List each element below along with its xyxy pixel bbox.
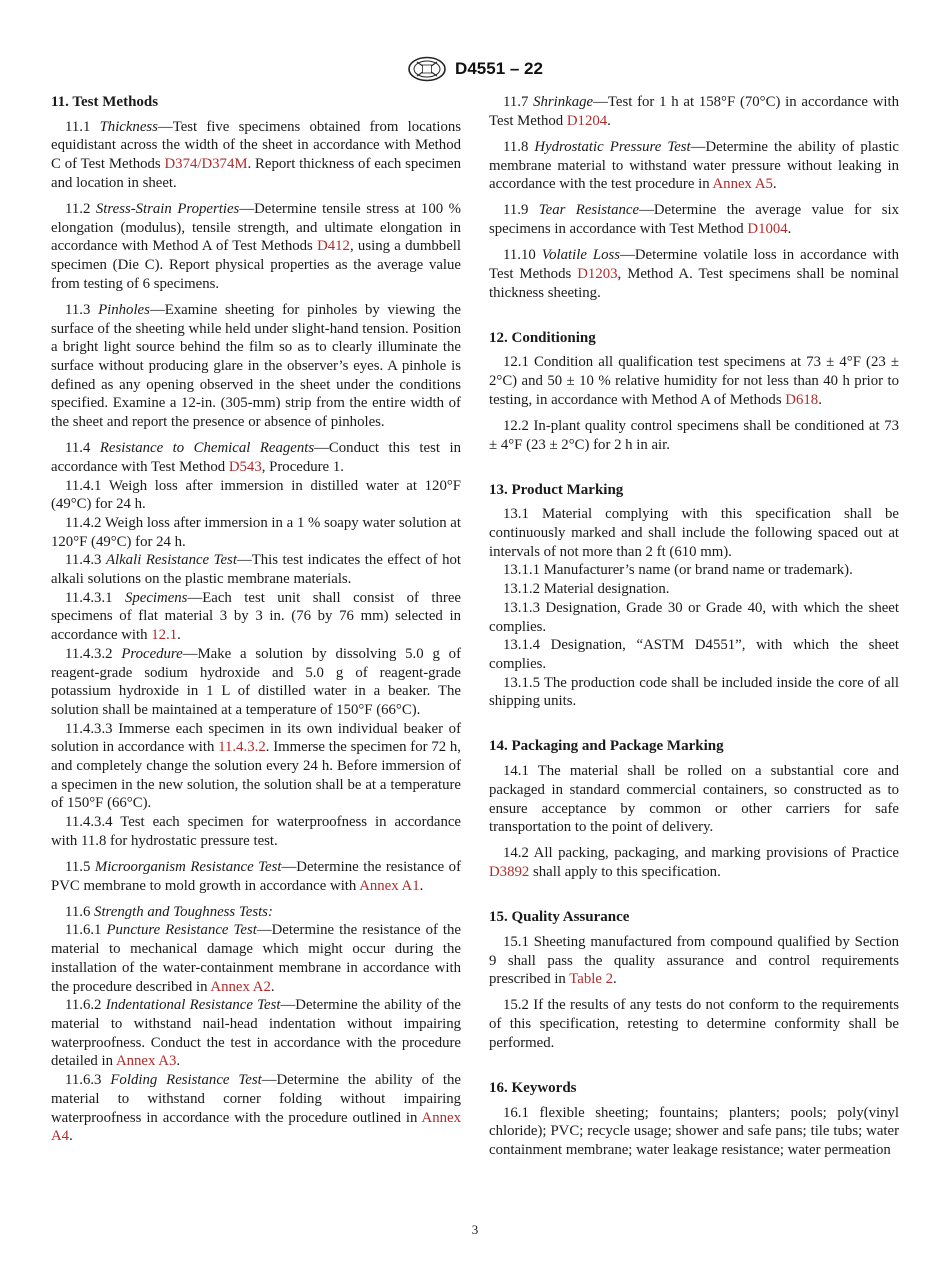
reference-link-d412[interactable]: D412: [317, 238, 350, 255]
reference-link-d618[interactable]: D618: [785, 391, 819, 408]
reference-link-d543[interactable]: D543: [228, 458, 262, 475]
section-heading-quality-assurance: 15. Quality Assurance: [489, 909, 630, 926]
paragraph-11-2: 11.2 Stress-Strain Properties—Determine tensile stress at 100 % elongation (modulus), tensile strength, and ultimate elongation in accordance with Method A of Test Methods D412, using a dumbbell specimen (Die C). Report physical properties as the average value from testing of 6 specimens.: [51, 200, 462, 292]
paragraph-13-1-4: 13.1.4 Designation, “ASTM D4551”, with which the sheet complies.: [489, 637, 899, 672]
reference-link-12-1[interactable]: 12.1: [151, 627, 178, 644]
reference-link-d3892[interactable]: D3892: [489, 864, 530, 881]
paragraph-11-10: 11.10 Volatile Loss—Determine volatile loss in accordance with Test Methods D1203, Method A. Test specimens shall be nominal thickness sheeting.: [489, 247, 899, 301]
paragraph-11-6-3: 11.6.3 Folding Resistance Test—Determine the ability of the material to withstand corner folding without impairing waterproofness in accordance with the procedure outlined in Annex A4.: [51, 1072, 461, 1145]
astm-logo-icon: [407, 56, 447, 82]
paragraph-13-1-2: 13.1.2 Material designation.: [503, 581, 670, 598]
page-header: [0, 56, 950, 86]
section-heading-test-methods: 11. Test Methods: [51, 94, 159, 110]
document-designation: D4551 – 22: [455, 59, 543, 78]
paragraph-13-1-5: 13.1.5 The production code shall be included inside the core of all shipping units.: [489, 674, 899, 710]
paragraph-11-4-2: 11.4.2 Weigh loss after immersion in a 1 % soapy water solution at 120°F (49°C) for 24 h.: [51, 514, 461, 550]
paragraph-13-1-1: 13.1.1 Manufacturer’s name (or brand name or trademark).: [503, 562, 853, 579]
paragraph-11-4: 11.4 Resistance to Chemical Reagents—Conduct this test in accordance with Test Method D543, Procedure 1.: [51, 440, 461, 475]
paragraph-11-6-1: 11.6.1 Puncture Resistance Test—Determine the resistance of the material to mechanical damage which might occur during the installation of the water-containment membrane in accordance with the procedure described in Annex A2.: [51, 922, 461, 995]
paragraph-12-1: 12.1 Condition all qualification test specimens at 73 ± 4°F (23 ± 2°C) and 50 ± 10 % relative humidity for not less than 40 h prior to testing, in accordance with Method A of Methods D618.: [489, 354, 899, 408]
paragraph-11-8: 11.8 Hydrostatic Pressure Test—Determine the ability of plastic membrane material to withstand water pressure without leaking in accordance with the test procedure in Annex A5.: [489, 138, 899, 193]
reference-link-table-2[interactable]: Table 2: [569, 971, 614, 988]
paragraph-15-1: 15.1 Sheeting manufactured from compound qualified by Section 9 shall pass the quality assurance and control requirements prescribed in Table 2.: [489, 933, 899, 988]
paragraph-14-2: 14.2 All packing, packaging, and marking provisions of Practice D3892 shall apply to this specification.: [489, 845, 899, 881]
paragraph-11-7: 11.7 Shrinkage—Test for 1 h at 158°F (70°C) in accordance with Test Method D1204.: [489, 94, 900, 129]
paragraph-11-4-3-1: 11.4.3.1 Specimens—Each test unit shall consist of three specimens of flat material 3 by 3 in. (76 by 76 mm) selected in accordance with 12.1.: [51, 589, 461, 644]
paragraph-11-4-3-4: 11.4.3.4 Test each specimen for waterproofness in accordance with 11.8 for hydrostatic pressure test.: [51, 814, 461, 849]
section-heading-conditioning: 12. Conditioning: [489, 329, 596, 346]
paragraph-12-2: 12.2 In-plant quality control specimens shall be conditioned at 73 ± 4°F (23 ± 2°C) for 2 h in air.: [489, 417, 899, 453]
paragraph-11-4-3-2: 11.4.3.2 Procedure—Make a solution by dissolving 5.0 g of reagent-grade sodium hydroxide and 5.0 g of reagent-grade potassium hydroxide in 1 L of distilled water in a beaker. The solution shall be maintained at a temperature of 150°F (66°C).: [51, 645, 461, 718]
right-column: [489, 93, 899, 1167]
paragraph-11-9: 11.9 Tear Resistance—Determine the average value for six specimens in accordance with Test Method D1004.: [489, 202, 900, 237]
paragraph-16-1: 16.1 flexible sheeting; fountains; planters; pools; poly(vinyl chloride); PVC; recycle usage; shower and safe pans; tile tubs; water containment membrane; water leakage resistance; water permeation: [489, 1104, 899, 1158]
paragraph-13-1: 13.1 Material complying with this specification shall be continuously marked and shall include the following spaced out at intervals of not more than 2 ft (610 mm).: [489, 506, 899, 560]
reference-link-annex-a4[interactable]: Annex A4: [51, 1109, 461, 1145]
paragraph-11-1: 11.1 Thickness—Test five specimens obtained from locations equidistant across the width of the sheet in accordance with Method C of Test Methods D374/D374M. Report thickness of each specimen and location in sheet.: [51, 118, 462, 191]
paragraph-11-6: 11.6 Strength and Toughness Tests:: [65, 903, 273, 920]
paragraph-14-1: 14.1 The material shall be rolled on a substantial core and packaged in standard commercial containers, so constructed as to ensure acceptance by common or other carriers for safe transportation to the point of delivery.: [489, 763, 899, 836]
paragraph-11-4-1: 11.4.1 Weigh loss after immersion in distilled water at 120°F (49°C) for 24 h.: [51, 477, 461, 513]
page-number: 3: [471, 1222, 479, 1237]
paragraph-15-2: 15.2 If the results of any tests do not conform to the requirements of this specification, retesting to determine conformity shall be performed.: [489, 997, 899, 1051]
reference-link-annex-a3[interactable]: Annex A3: [115, 1053, 177, 1070]
reference-link-d1204[interactable]: D1204: [566, 112, 608, 129]
paragraph-11-3: 11.3 Pinholes—Examine sheeting for pinholes by viewing the surface of the sheeting while held under slight-hand tension. Position a bright light source behind the film so as to clearly illuminate the surface without producing glare in the observer’s eyes. A pinhole is defined as any opening observed in the sheet under the conditions specified. Examine a 12-in. (305-mm) strip from the entire width of the sheet and report the presence or absence of pinholes.: [51, 301, 461, 431]
section-heading-packaging: 14. Packaging and Package Marking: [489, 738, 724, 755]
paragraph-11-4-3: 11.4.3 Alkali Resistance Test—This test indicates the effect of hot alkali solutions on the plastic membrane materials.: [51, 552, 461, 588]
reference-link-d1004[interactable]: D1004: [747, 221, 788, 237]
paragraph-13-1-3: 13.1.3 Designation, Grade 30 or Grade 40, with which the sheet complies.: [489, 599, 899, 635]
reference-link-annex-a1[interactable]: Annex A1: [359, 877, 420, 894]
reference-link-annex-a5[interactable]: Annex A5: [712, 176, 773, 193]
paragraph-11-6-2: 11.6.2 Indentational Resistance Test—Determine the ability of the material to withstand nail-head indentation without impairing waterproofness. Conduct the test in accordance with the procedure detailed in Annex A3.: [51, 997, 461, 1070]
reference-link-d1203[interactable]: D1203: [577, 265, 618, 282]
section-heading-keywords: 16. Keywords: [489, 1079, 577, 1096]
paragraph-11-5: 11.5 Microorganism Resistance Test—Determine the resistance of PVC membrane to mold growth in accordance with Annex A1.: [51, 858, 461, 894]
reference-link-11-4-3-2[interactable]: 11.4.3.2: [218, 739, 266, 756]
paragraph-11-4-3-3: 11.4.3.3 Immerse each specimen in its own individual beaker of solution in accordance with 11.4.3.2. Immerse the specimen for 72 h, and completely change the solution every 24 h. Before immersion of a specimen in the new solution, the solution shall be at a temperature of 150°F (66°C).: [51, 720, 461, 812]
left-column: [51, 93, 461, 1146]
section-heading-product-marking: 13. Product Marking: [489, 481, 624, 498]
reference-link-annex-a2[interactable]: Annex A2: [210, 978, 271, 995]
reference-link-d374[interactable]: D374/D374M: [164, 156, 248, 173]
